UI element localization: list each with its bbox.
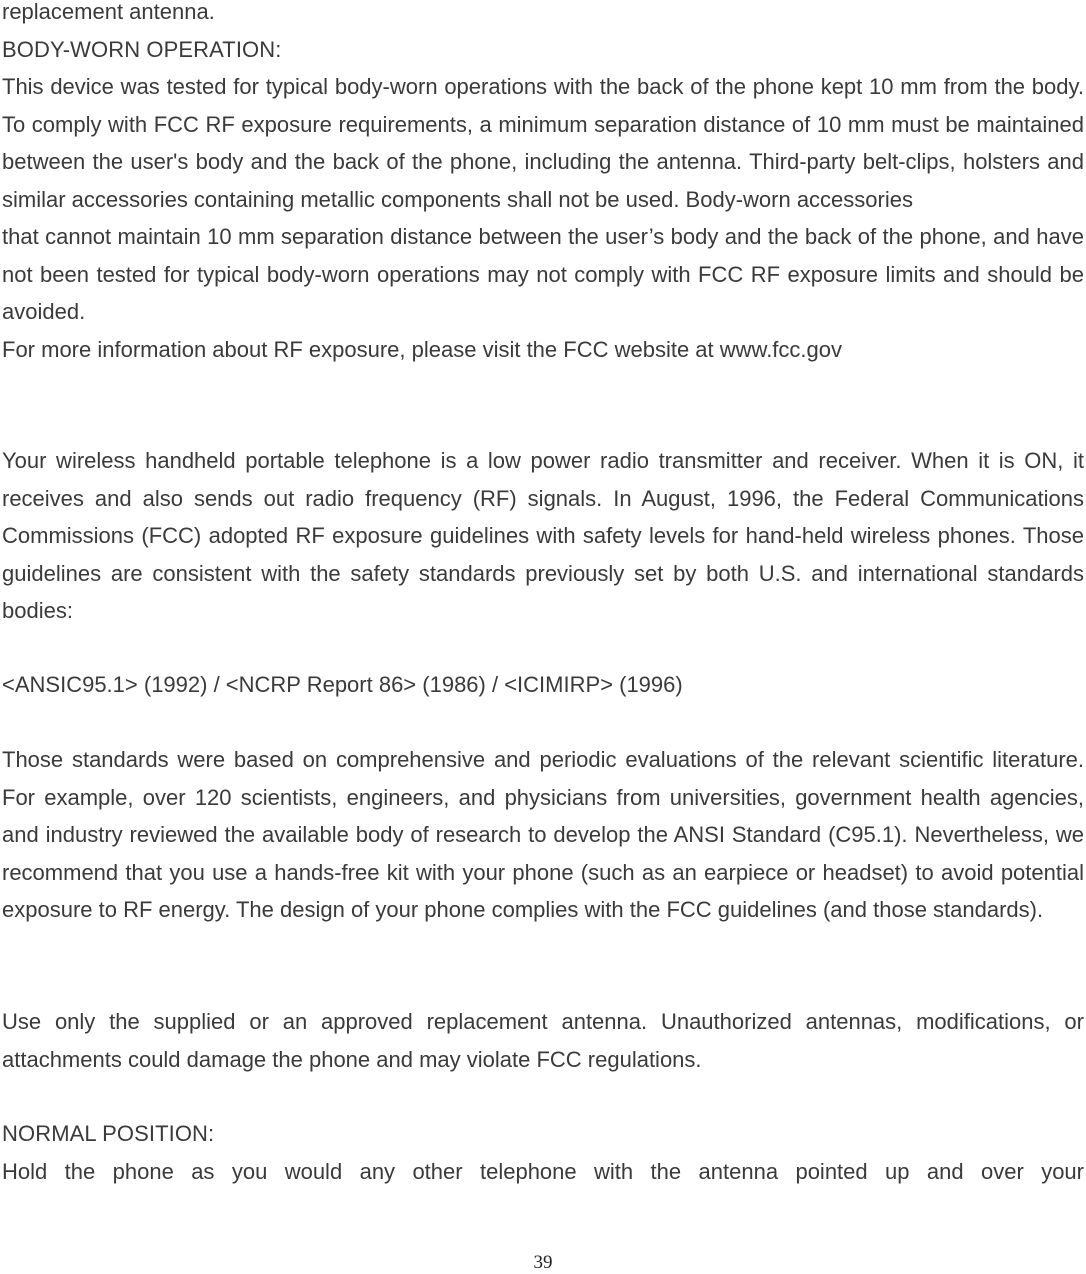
standards-line-section (2, 666, 1084, 704)
continuation-line: replacement antenna. (2, 0, 215, 24)
antenna-paragraph: Use only the supplied or an approved replacement antenna. Unauthorized antennas, modifications, or attachments could damage the phone and may violate FCC regulations. (2, 1009, 1084, 1072)
normal-position-text: Hold the phone as you would any other telephone with the antenna pointed up and over your (2, 1158, 1084, 1184)
antenna-section (2, 1003, 1084, 1078)
body-worn-paragraph-2: that cannot maintain 10 mm separation distance between the user’s body and the back of the phone, and have not been tested for typical body-worn operations may not comply with FCC RF exposure limits and should be avoided. (2, 224, 1084, 324)
standards-section (2, 741, 1084, 929)
standards-paragraph: Those standards were based on comprehensive and periodic evaluations of the relevant scientific literature. For example, over 120 scientists, engineers, and physicians from universities, government health agencies, and industry reviewed the available body of research to develop the ANSI Standard (C95.1). Nevertheless, we recommend that you use a hands-free kit with your phone (such as an earpiece or headset) to avoid potential exposure to RF energy. The design of your phone complies with the FCC guidelines (and those standards). (2, 747, 1084, 922)
normal-position-heading: NORMAL POSITION: (2, 1121, 215, 1146)
intro-section (2, 442, 1084, 630)
intro-paragraph: Your wireless handheld portable telephone is a low power radio transmitter and receiver. When it is ON, it receives and also sends out radio frequency (RF) signals. In August, 1996, the Federal Communications Commissions (FCC) adopted RF exposure guidelines with safety levels for hand-held wireless phones. Those guidelines are consistent with the safety standards previously set by both U.S. and international standards bodies: (2, 448, 1084, 623)
normal-position-section (2, 1115, 1084, 1190)
top-lines (2, 0, 1084, 68)
body-worn-heading: BODY-WORN OPERATION: (2, 36, 282, 62)
fcc-website-line: For more information about RF exposure, please visit the FCC website at www.fcc.gov (2, 336, 843, 362)
page-number: 39 (533, 1252, 553, 1273)
body-worn-paragraph-1: This device was tested for typical body-worn operations with the back of the phone kept 10 mm from the body. To comply with FCC RF exposure requirements, a minimum separation distance of 10 mm must be maintained between the user's body and the back of the phone, including the antenna. Third-party belt-clips, holsters and similar accessories containing metallic components shall not be used. Body-worn accessories (2, 74, 1084, 212)
standards-line: <ANSIC95.1> (1992) / <NCRP Report 86> (1986) / <ICIMIRP> (1996) (2, 672, 683, 697)
body-worn-section (2, 68, 1084, 368)
